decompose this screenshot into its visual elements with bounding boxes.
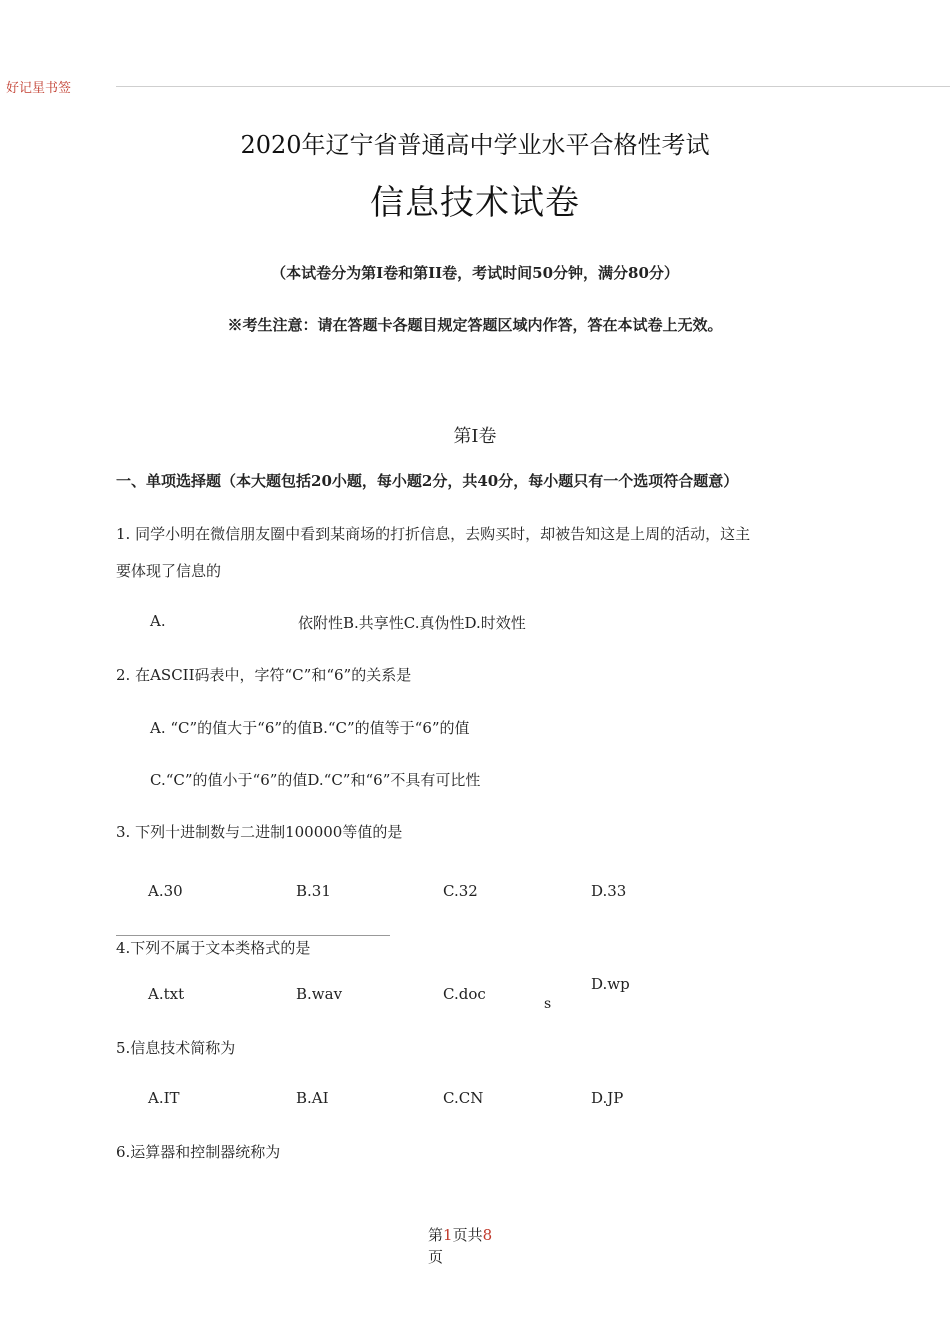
question-2-options-row1: A. “C”的值大于“6”的值B.“C”的值等于“6”的值: [150, 719, 470, 737]
question-4-text: 4.下列不属于文本类格式的是: [116, 939, 311, 957]
section-heading: 一、单项选择题（本大题包括20小题，每小题2分，共40分，每小题只有一个选项符合题意）: [116, 472, 739, 490]
watermark-label: 好记星书签: [6, 81, 72, 96]
exam-attention-note: ※考生注意：请在答题卡各题目规定答题区域内作答，答在本试卷上无效。: [227, 316, 723, 334]
page-footer: [428, 1224, 492, 1245]
question-1-text: 1. 同学小明在微信朋友圈中看到某商场的打折信息，去购买时，却被告知这是上周的活动，这主: [116, 525, 751, 543]
header-divider: [116, 86, 950, 87]
question-1-option-a: A.: [150, 612, 166, 630]
question-3-option-d: D.33: [591, 882, 627, 900]
question-4-option-d-tail: s: [544, 996, 552, 1012]
question-4-option-c: C.doc: [443, 985, 486, 1003]
question-3-option-b: B.31: [296, 882, 331, 900]
question-3-text: 3. 下列十进制数与二进制100000等值的是: [116, 823, 403, 841]
question-5-option-c: C.CN: [443, 1089, 484, 1107]
question-5-option-a: A.IT: [148, 1089, 180, 1107]
question-5-option-b: B.AI: [296, 1089, 329, 1107]
exam-title: 2020年辽宁省普通高中学业水平合格性考试: [240, 131, 710, 159]
footer-prefix: 第: [428, 1226, 444, 1244]
exam-duration-note: （本试卷分为第Ⅰ卷和第II卷，考试时间50分钟，满分80分）: [271, 264, 679, 282]
footer-middle: 页共: [452, 1226, 483, 1244]
question-5-text: 5.信息技术简称为: [116, 1039, 236, 1057]
footer-total-pages: 8: [482, 1226, 493, 1244]
question-6-text: 6.运算器和控制器统称为: [116, 1143, 281, 1161]
question-2-options-row2: C.“C”的值小于“6”的值D.“C”和“6”不具有可比性: [150, 771, 481, 789]
footer-suffix: 页: [428, 1248, 444, 1266]
question-1-options: 依附性B.共享性C.真伪性D.时效性: [298, 614, 526, 632]
question-divider: [116, 935, 390, 936]
question-4-option-d: D.wp: [591, 975, 630, 993]
question-5-option-d: D.JP: [591, 1089, 624, 1107]
volume-label: 第I卷: [453, 426, 497, 447]
question-4-option-b: B.wav: [296, 985, 343, 1003]
footer-page-number: 1: [443, 1226, 453, 1244]
question-4-option-a: A.txt: [148, 985, 185, 1003]
question-3-option-a: A.30: [148, 882, 183, 900]
question-1-text-cont: 要体现了信息的: [116, 562, 222, 580]
question-3-option-c: C.32: [443, 882, 478, 900]
exam-subject: 信息技术试卷: [370, 183, 580, 223]
question-2-text: 2. 在ASCII码表中，字符“C”和“6”的关系是: [116, 666, 412, 684]
